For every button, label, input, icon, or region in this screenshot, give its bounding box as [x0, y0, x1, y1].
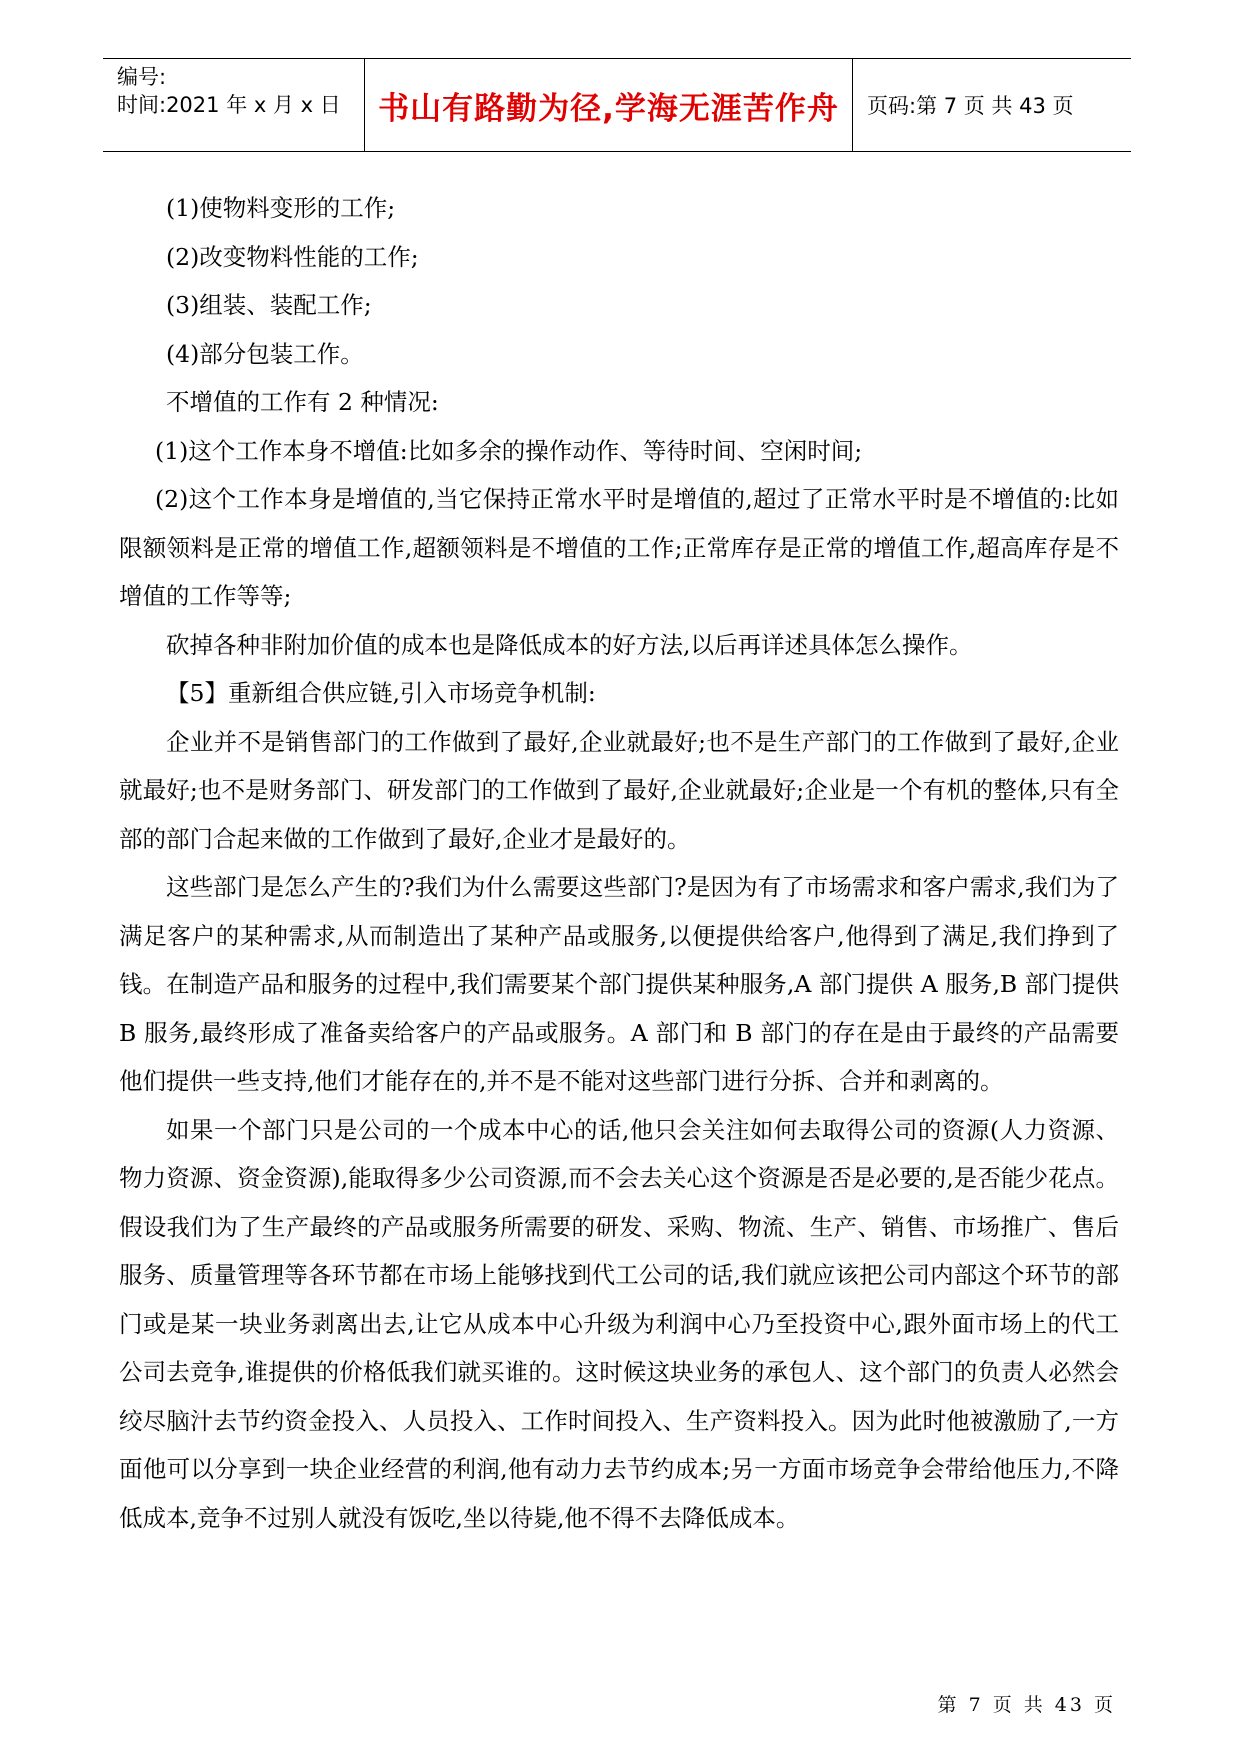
page-header — [103, 58, 1131, 152]
header-motto: 书山有路勤为径,学海无涯苦作舟 — [365, 59, 853, 151]
paragraph: 企业并不是销售部门的工作做到了最好,企业就最好;也不是生产部门的工作做到了最好,企业就最好;也不是财务部门、研发部门的工作做到了最好,企业就最好;企业是一个有机的整体,只有全部的部门合起来做的工作做到了最好,企业才是最好的。 — [119, 727, 1119, 853]
paragraph: (1)这个工作本身不增值:比如多余的操作动作、等待时间、空闲时间; — [155, 436, 863, 465]
page-footer: 第 7 页 共 43 页 — [937, 1694, 1116, 1716]
paragraph: 这些部门是怎么产生的?我们为什么需要这些部门?是因为有了市场需求和客户需求,我们为了满足客户的某种需求,从而制造出了某种产品或服务,以便提供给客户,他得到了满足,我们挣到了钱。在制造产品和服务的过程中,我们需要某个部门提供某种服务,A 部门提供 A 服务,B 部门提供 B 服务,最终形成了准备卖给客户的产品或服务。A 部门和 B 部门的存在是由于最终的产品需要他们提供一些支持,他们才能存在的,并不是不能对这些部门进行分拆、合并和剥离的。 — [119, 873, 1119, 1095]
paragraph: (2)改变物料性能的工作; — [166, 242, 419, 271]
header-page-code: 页码:第 7 页 共 43 页 — [867, 94, 1074, 118]
section-heading: 【5】重新组合供应链,引入市场竞争机制: — [166, 679, 596, 707]
header-meta — [103, 59, 365, 151]
paragraph: (4)部分包装工作。 — [166, 339, 364, 368]
document-date: 时间:2021 年 x 月 x 日 — [117, 93, 341, 117]
paragraph: 砍掉各种非附加价值的成本也是降低成本的好方法,以后再详述具体怎么操作。 — [166, 630, 973, 659]
document-body — [119, 184, 1119, 1542]
document-number-label: 编号: — [117, 65, 167, 89]
paragraph: (2)这个工作本身是增值的,当它保持正常水平时是增值的,超过了正常水平时是不增值的:比如限额领料是正常的增值工作,超额领料是不增值的工作;正常库存是正常的增值工作,超高库存是不增值的工作等等; — [119, 485, 1119, 610]
paragraph: (1)使物料变形的工作; — [166, 194, 396, 222]
paragraph: (3)组装、装配工作; — [166, 291, 372, 319]
paragraph: 不增值的工作有 2 种情况: — [166, 388, 439, 416]
paragraph: 如果一个部门只是公司的一个成本中心的话,他只会关注如何去取得公司的资源(人力资源、物力资源、资金资源),能取得多少公司资源,而不会去关心这个资源是否是必要的,是否能少花点。假设我们为了生产最终的产品或服务所需要的研发、采购、物流、生产、销售、市场推广、售后服务、质量管理等各环节都在市场上能够找到代工公司的话,我们就应该把公司内部这个环节的部门或是某一块业务剥离出去,让它从成本中心升级为利润中心乃至投资中心,跟外面市场上的代工公司去竞争,谁提供的价格低我们就买谁的。这时候这块业务的承包人、这个部门的负责人必然会绞尽脑汁去节约资金投入、人员投入、工作时间投入、生产资料投入。因为此时他被激励了,一方面他可以分享到一块企业经营的利润,他有动力去节约成本;另一方面市场竞争会带给他压力,不降低成本,竞争不过别人就没有饭吃,坐以待毙,他不得不去降低成本。 — [119, 1115, 1119, 1532]
